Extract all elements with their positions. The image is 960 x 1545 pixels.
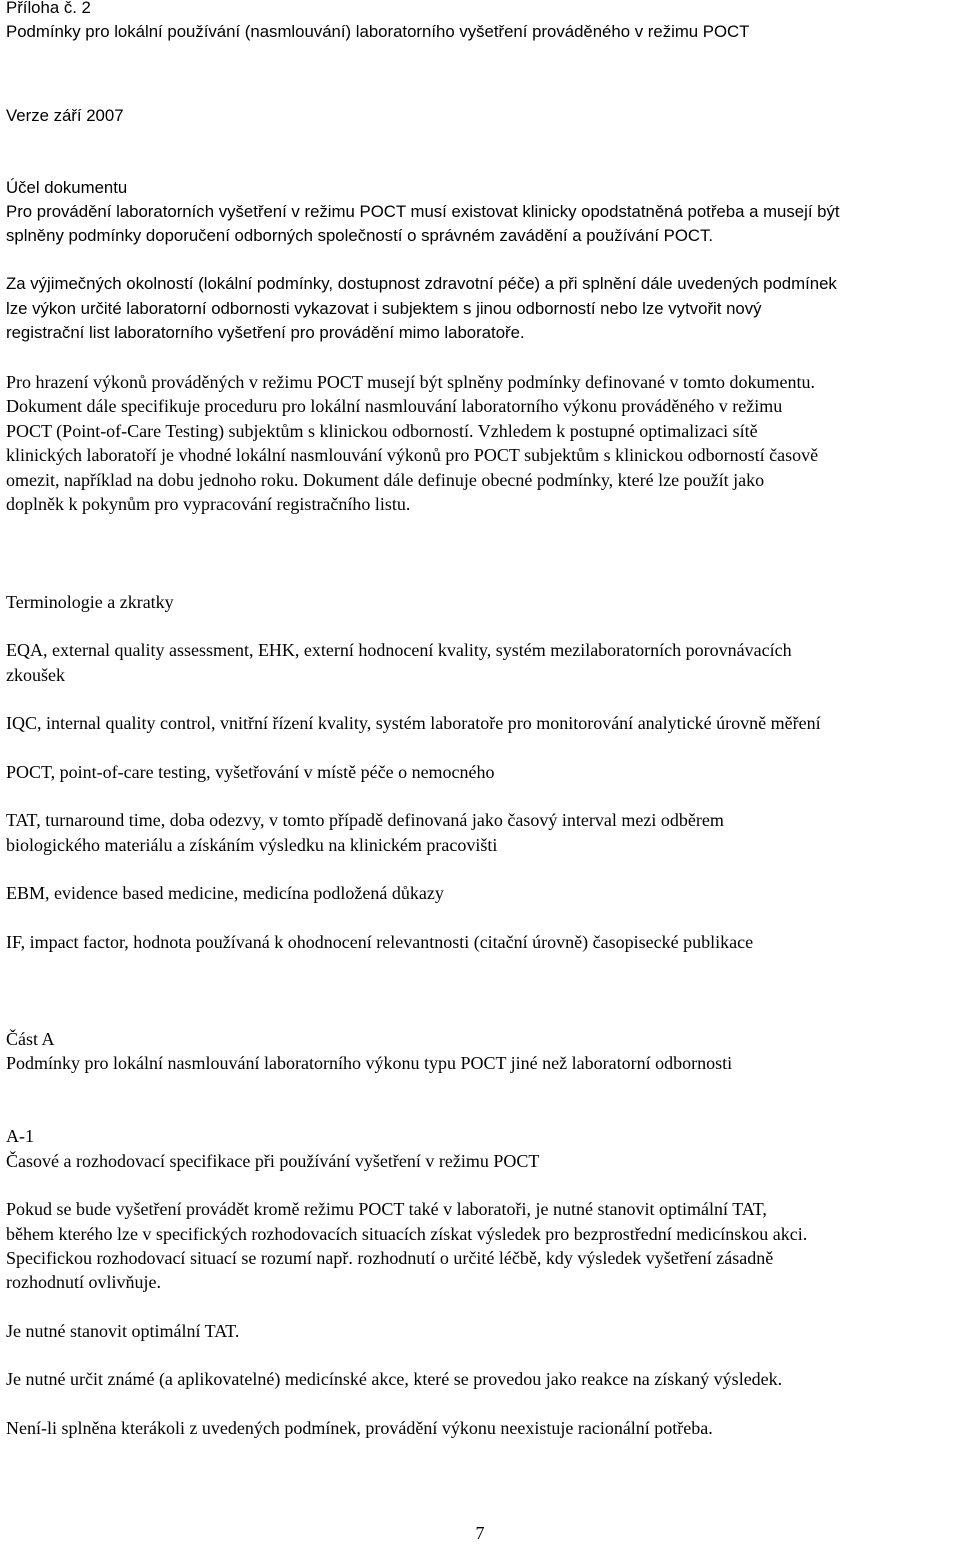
purpose-heading: Účel dokumentu xyxy=(6,178,128,197)
part-a-heading: Část A xyxy=(6,1029,55,1049)
intro-line-3: registrační list laboratorního vyšetření pro provádění mimo laboratoře. xyxy=(6,323,525,342)
terminology-heading: Terminologie a zkratky xyxy=(6,592,174,612)
a1-tat-sentence: Je nutné stanovit optimální TAT. xyxy=(6,1321,240,1341)
part-a-title: Podmínky pro lokální nasmlouvání laboratorního výkonu typu POCT jiné než laboratorní odbornosti xyxy=(6,1053,733,1073)
term-if: IF, impact factor, hodnota používaná k ohodnocení relevantnosti (citační úrovně) časopisecké publikace xyxy=(6,932,754,952)
a1-actions-sentence: Je nutné určit známé (a aplikovatelné) medicínské akce, které se provedou jako reakce na získaný výsledek. xyxy=(6,1369,783,1389)
a1-paragraph-line-2: během kterého lze v specifických rozhodovacích situacích získat výsledek pro bezprostřední medicínskou akci. xyxy=(6,1224,808,1244)
a1-code: A-1 xyxy=(6,1126,34,1146)
intro-line-1: Za výjimečných okolností (lokální podmínky, dostupnost zdravotní péče) a při splnění dále uvedených podmínek xyxy=(6,274,837,293)
a1-rational-sentence: Není-li splněna kterákoli z uvedených podmínek, provádění výkonu neexistuje racionální potřeba. xyxy=(6,1418,713,1438)
document-title: Podmínky pro lokální používání (nasmlouvání) laboratorního vyšetření prováděného v režimu POCT xyxy=(6,22,750,41)
payment-line-5: omezit, například na dobu jednoho roku. Dokument dále definuje obecné podmínky, které lze použít jako xyxy=(6,470,765,490)
payment-line-2: Dokument dále specifikuje proceduru pro lokální nasmlouvání laboratorního výkonu prováděného v režimu xyxy=(6,396,783,416)
term-eqa-line-1: EQA, external quality assessment, EHK, externí hodnocení kvality, systém mezilaboratorních porovnávacích xyxy=(6,640,792,660)
a1-title: Časové a rozhodovací specifikace při používání vyšetření v režimu POCT xyxy=(6,1151,540,1171)
purpose-line-1: Pro provádění laboratorních vyšetření v režimu POCT musí existovat klinicky opodstatněná potřeba a musejí být xyxy=(6,202,840,221)
term-iqc: IQC, internal quality control, vnitřní řízení kvality, systém laboratoře pro monitorování analytické úrovně měření xyxy=(6,713,821,733)
term-ebm: EBM, evidence based medicine, medicína podložená důkazy xyxy=(6,883,444,903)
intro-line-2: lze výkon určité laboratorní odbornosti vykazovat i subjektem s jinou odborností nebo lze vytvořit nový xyxy=(6,299,762,318)
term-tat-line-2: biologického materiálu a získáním výsledku na klinickém pracovišti xyxy=(6,835,498,855)
term-tat-line-1: TAT, turnaround time, doba odezvy, v tomto případě definovaná jako časový interval mezi odběrem xyxy=(6,810,724,830)
page-number: 7 xyxy=(475,1523,485,1543)
a1-paragraph-line-4: rozhodnutí ovlivňuje. xyxy=(6,1272,161,1292)
payment-line-6: doplněk k pokynům pro vypracování registračního listu. xyxy=(6,494,411,514)
term-poct: POCT, point-of-care testing, vyšetřování v místě péče o nemocného xyxy=(6,762,495,782)
purpose-line-2: splněny podmínky doporučení odborných společností o správném zavádění a používání POCT. xyxy=(6,226,714,245)
a1-paragraph-line-1: Pokud se bude vyšetření provádět kromě režimu POCT také v laboratoři, je nutné stanovit optimální TAT, xyxy=(6,1199,767,1219)
payment-line-1: Pro hrazení výkonů prováděných v režimu POCT musejí být splněny podmínky definované v tomto dokumentu. xyxy=(6,372,816,392)
version-label: Verze září 2007 xyxy=(6,106,124,125)
payment-line-3: POCT (Point-of-Care Testing) subjektům s klinickou odborností. Vzhledem k postupné optimalizaci sítě xyxy=(6,421,758,441)
a1-paragraph-line-3: Specifickou rozhodovací situací se rozumí např. rozhodnutí o určité léčbě, kdy výsledek vyšetření zásadně xyxy=(6,1248,774,1268)
payment-line-4: klinických laboratoří je vhodné lokální nasmlouvání výkonů pro POCT subjektům s klinickou odborností časově xyxy=(6,445,819,465)
attachment-label: Příloha č. 2 xyxy=(6,0,91,17)
term-eqa-line-2: zkoušek xyxy=(6,665,65,685)
